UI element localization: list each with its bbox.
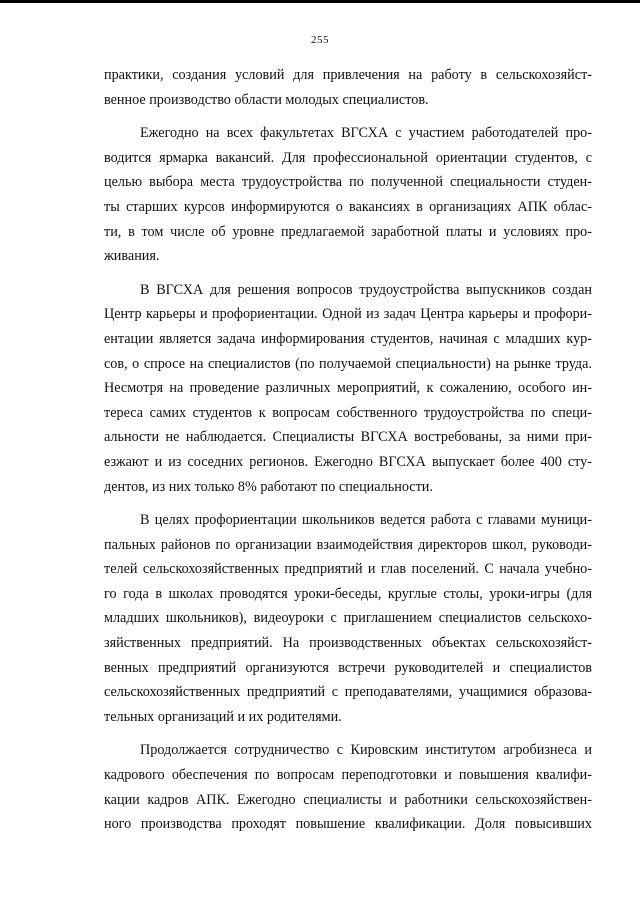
- text-line: кадрового обеспечения по вопросам переподготовки и повышения квалифи-: [104, 767, 592, 784]
- text-line: живания.: [104, 248, 160, 265]
- document-body: [104, 63, 592, 837]
- paragraph: [104, 121, 592, 269]
- text-line: венных предприятий организуются встречи руководителей и специалистов: [104, 659, 592, 676]
- text-line: В ВГСХА для решения вопросов трудоустройства выпускников создан: [140, 281, 592, 298]
- text-line: Ежегодно на всех факультетах ВГСХА с участием работодателей про-: [140, 125, 592, 142]
- text-line: ти, в том числе об уровне предлагаемой заработной платы и условиях про-: [104, 223, 592, 240]
- text-line: сов, о спросе на специалистов (по получаемой специальности) на рынке труда.: [104, 355, 592, 372]
- text-line: младших школьников), видеоуроки с приглашением специалистов сельскохо-: [104, 610, 592, 627]
- paragraph: [104, 63, 592, 112]
- paragraph: [104, 508, 592, 729]
- text-line: ты старших курсов информируются о вакансиях в организациях АПК облас-: [104, 198, 592, 215]
- text-line: целью выбора места трудоустройства по полученной специальности студен-: [104, 174, 592, 191]
- text-line: В целях профориентации школьников ведется работа с главами муници-: [140, 512, 592, 529]
- text-line: ного производства проходят повышение квалификации. Доля повысивших: [104, 816, 592, 833]
- text-line: зяйственных предприятий. На производственных объектах сельскохозяйст-: [104, 635, 592, 652]
- text-line: Центр карьеры и профориентации. Одной из задач Центра карьеры и профори-: [104, 306, 592, 323]
- top-border-rule: [0, 0, 640, 3]
- paragraph-gap: [104, 112, 592, 121]
- text-line: ентации является задача информирования студентов, начиная с младших кур-: [104, 330, 592, 347]
- text-line: кации кадров АПК. Ежегодно специалисты и работники сельскохозяйствен-: [104, 791, 592, 808]
- paragraph: [104, 738, 592, 836]
- paragraph-gap: [104, 499, 592, 508]
- text-line: практики, создания условий для привлечения на работу в сельскохозяйст-: [104, 67, 592, 83]
- text-line: го года в школах проводятся уроки-беседы, круглые столы, уроки-игры (для: [104, 585, 592, 602]
- paragraph-gap: [104, 729, 592, 738]
- text-line: Несмотря на проведение различных мероприятий, к сожалению, особого ин-: [104, 380, 592, 397]
- text-line: дентов, из них только 8% работают по специальности.: [104, 478, 433, 495]
- text-line: телей сельскохозяйственных предприятий и глав поселений. С начала учебно-: [104, 561, 592, 578]
- text-line: езжают и из соседних регионов. Ежегодно ВГСХА выпускает более 400 сту-: [104, 453, 592, 470]
- text-line: венное производство области молодых специалистов.: [104, 91, 429, 108]
- text-line: пальных районов по организации взаимодействия директоров школ, руководи-: [104, 536, 592, 553]
- text-line: альности не наблюдается. Специалисты ВГСХА востребованы, за ними при-: [104, 429, 592, 446]
- paragraph-gap: [104, 269, 592, 278]
- text-line: сельскохозяйственных предприятий с преподавателями, учащимися образова-: [104, 684, 592, 701]
- paragraph: [104, 278, 592, 499]
- page-number: 255: [311, 34, 329, 46]
- text-line: водится ярмарка вакансий. Для профессиональной ориентации студентов, с: [104, 149, 592, 166]
- text-line: тереса самих студентов к вопросам собственного трудоустройства по специ-: [104, 404, 592, 421]
- text-line: тельных организаций и их родителями.: [104, 708, 342, 725]
- text-line: Продолжается сотрудничество с Кировским институтом агробизнеса и: [140, 742, 592, 759]
